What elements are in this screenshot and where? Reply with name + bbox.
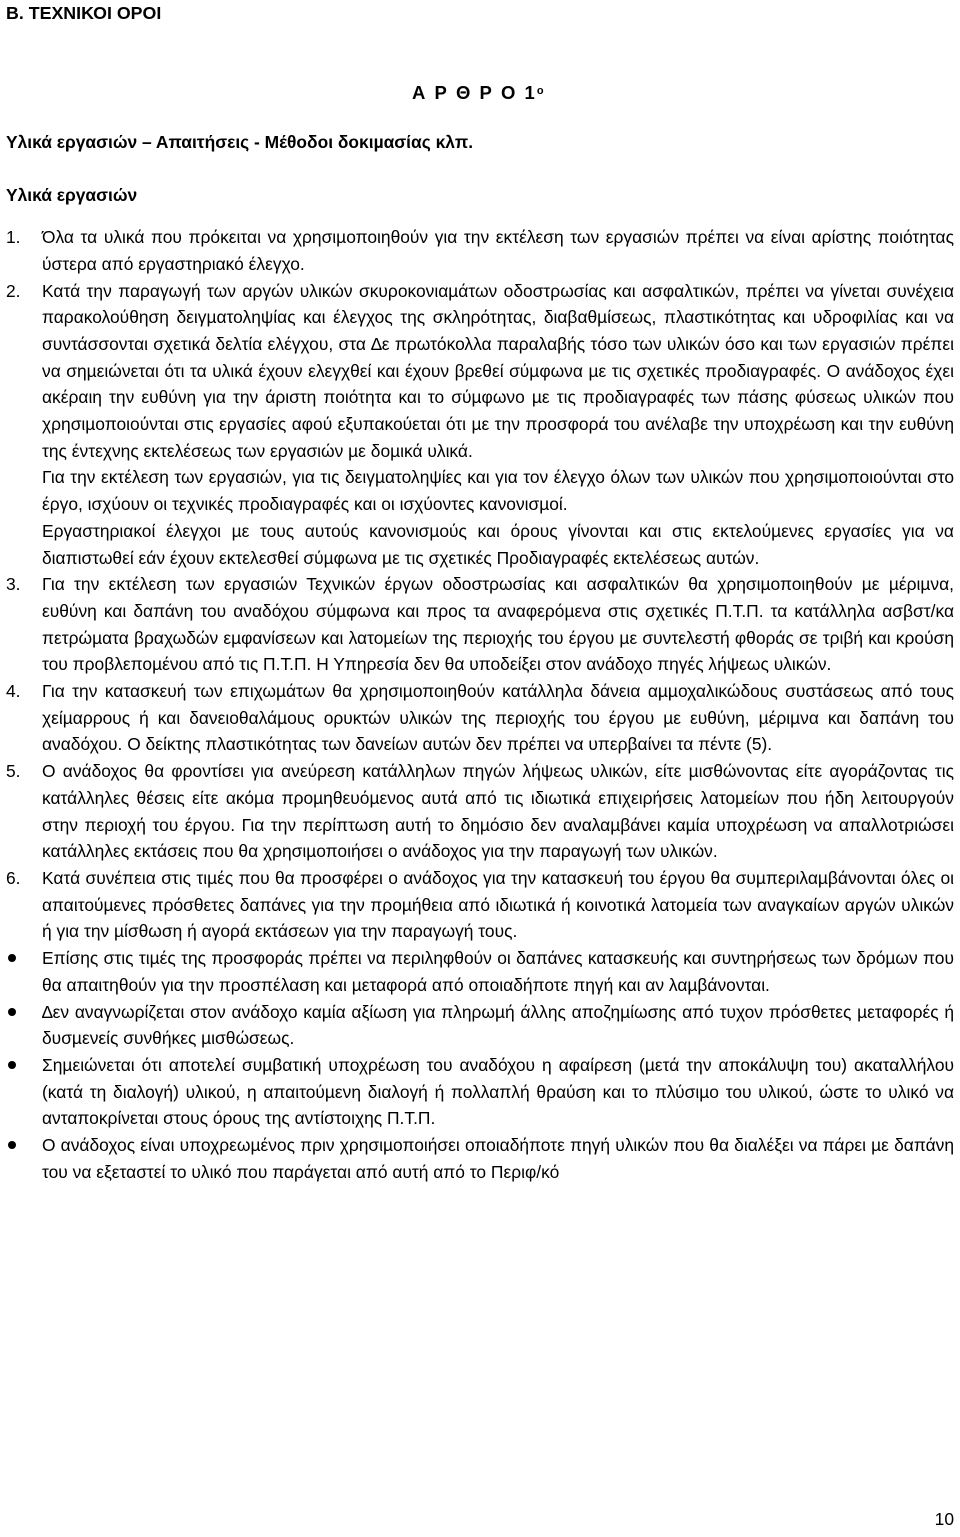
list-item-body	[42, 758, 954, 865]
list-item-body	[42, 678, 954, 758]
list-item-body	[42, 278, 954, 572]
list-item-body	[42, 224, 954, 277]
bullet-text: Σηµειώνεται ότι αποτελεί συµβατική υποχρέωση του αναδόχου η αφαίρεση (µετά την αποκάλυψη του) ακαταλλήλου (κατά τη διαλογή) υλικού, η απαιτούµενη διαλογή ή πολλαπλή θραύση και το πλύσιµο του υλικού, ώστε το υλικό να ανταποκρίνεται στους όρους της αντίστοιχης Π.Τ.Π.	[42, 1054, 954, 1129]
article-label: Α Ρ Θ Ρ Ο 1	[412, 82, 537, 103]
bullet-item	[6, 1132, 954, 1185]
paragraph: Για την εκτέλεση των εργασιών Τεχνικών έργων οδοστρωσίας και ασφαλτικών θα χρησιµοποιηθούν µε µέριµνα, ευθύνη και δαπάνη του αναδόχου σύµφωνα και προς τα αναφερόµενα στις σχετικές Π.Τ.Π. τα κατάλληλα ασβστ/κα πετρώµατα βραχωδών εµφανίσεων και λατοµείων της περιοχής του έργου µε συντελεστή φθοράς σε τριβή και κρούση του προβλεποµένου από τις Π.Τ.Π. Η Υπηρεσία δεν θα υποδείξει στον ανάδοχο πηγές λήψεως υλικών.	[42, 574, 954, 675]
list-item-number: 3.	[6, 574, 21, 595]
bullet-text: Ο ανάδοχος είναι υποχρεωµένος πριν χρησιµοποιήσει οποιαδήποτε πηγή υλικών που θα διαλέξει να πάρει µε δαπάνη του να εξεταστεί το υλικό που παράγεται από αυτή από το Περιφ/κό	[42, 1135, 954, 1182]
list-item	[6, 224, 954, 277]
bullet-item	[6, 945, 954, 998]
article-heading	[6, 80, 954, 107]
paragraph: Κατά συνέπεια στις τιµές που θα προσφέρει ο ανάδοχος για την κατασκευή του έργου θα συµπεριλαµβάνονται όλες οι απαιτούµενες πρόσθετες δαπάνες για την προµήθεια από ιδιωτικά ή κοινοτικά λατοµεία των αναγκαίων αργών υλικών ή για την µίσθωση ή αγορά εκτάσεων για την παραγωγή τους.	[42, 867, 954, 942]
materials-heading: Υλικά εργασιών	[6, 185, 138, 206]
paragraph: Ο ανάδοχος θα φροντίσει για ανεύρεση κατάλληλων πηγών λήψεως υλικών, είτε µισθώνοντας είτε αγοράζοντας τις κατάλληλες θέσεις είτε ακόµα προµηθευόµενος αυτά από τις ιδιωτικά επιχειρήσεις λατοµείων που ήδη λειτουργούν στην περιοχή του έργου. Για την περίπτωση αυτή το δηµόσιο δεν αναλαµβάνει καµία υποχρέωση να απαλλοτριώσει κατάλληλες εκτάσεις που θα χρησιµοποιήσει ο ανάδοχος για την παραγωγή των υλικών.	[42, 761, 954, 862]
list-item	[6, 678, 954, 758]
page-number: 10	[934, 1509, 954, 1529]
list-item-number: 5.	[6, 761, 21, 782]
bullet-icon	[6, 999, 42, 1052]
paragraph: Για την κατασκευή των επιχωµάτων θα χρησιµοποιηθούν κατάλληλα δάνεια αµµοχαλικώδους συστάσεως από τους χείµαρρους ή και δανειοθαλάµους ορυκτών υλικών της περιοχής του έργου µε ευθύνη, µέριµνα και δαπάνη του αναδόχου. Ο δείκτης πλαστικότητας των δανείων αυτών δεν πρέπει να υπερβαίνει τα πέντε (5).	[42, 681, 954, 755]
bullet-icon	[6, 1132, 42, 1185]
list-item	[6, 758, 954, 865]
bullet-icon	[6, 945, 42, 998]
numbered-list	[6, 224, 954, 1185]
paragraph: Εργαστηριακοί έλεγχοι µε τους αυτούς κανονισµούς και όρους γίνονται και στις εκτελούµενες εργασίες για να διαπιστωθεί εάν έχουν εκτελεσθεί σύµφωνα µε τις σχετικές Προδιαγραφές εκτελέσεως αυτών.	[42, 520, 954, 568]
list-item-number: 1.	[6, 227, 21, 248]
bullet-text: ∆εν αναγνωρίζεται στον ανάδοχο καµία αξίωση για πληρωµή άλλης αποζηµίωσης από τυχον πρόσθετες µεταφορές ή δυσµενείς συνθήκες µισθώσεως.	[42, 1001, 954, 1049]
paragraph: Για την εκτέλεση των εργασιών, για τις δειγµατοληψίες και για τον έλεγχο όλων των υλικών που χρησιµοποιούνται στο έργο, ισχύουν οι τεχνικές προδιαγραφές και οι ισχύοντες κανονισµοί.	[42, 467, 954, 515]
bullet-item	[6, 999, 954, 1052]
paragraph: Κατά την παραγωγή των αργών υλικών σκυροκονιαµάτων οδοστρωσίας και ασφαλτικών, πρέπει να γίνεται συνέχεια παρακολούθηση δειγµατοληψίας και έλεγχος της σκληρότητας, διαβαθµίσεως, πλαστικότητας και υδροφιλίας και να συντάσσονται σχετικά δελτία ελέγχου, στα ∆ε πρωτόκολλα παραλαβής τόσο των υλικών όσο και των εργασιών πρέπει να σηµειώνεται ότι τα υλικά έχουν ελεγχθεί και έχουν βρεθεί σύµφωνα µε τις σχετικές προδιαγραφές. Ο ανάδοχος έχει ακέραιη την ευθύνη για την άριστη ποιότητα και το σύµφωνο µε τις προδιαγραφές των πάσης φύσεως υλικών που χρησιµοποιούνται στις εργασίες αφού εξυπακούεται ότι µε την προσφορά του ανέλαβε την υποχρέωση και την ευθύνη της έντεχνης εκτελέσεως των εργασιών µε δοµικά υλικά.	[42, 280, 954, 461]
list-item	[6, 278, 954, 572]
document-page	[6, 0, 954, 1185]
list-item-number: 2.	[6, 280, 21, 301]
list-item-body	[42, 865, 954, 945]
list-item-body	[42, 571, 954, 678]
list-item	[6, 865, 954, 945]
paragraph: Όλα τα υλικά που πρόκειται να χρησιµοποιηθούν για την εκτέλεση των εργασιών πρέπει να είναι αρίστης ποιότητας ύστερα από εργαστηριακό έλεγχο.	[42, 227, 954, 274]
document-subtitle: Υλικά εργασιών – Απαιτήσεις - Μέθοδοι δοκιµασίας κλπ.	[6, 131, 474, 152]
bullet-text: Επίσης στις τιµές της προσφοράς πρέπει να περιληφθούν οι δαπάνες κατασκευής και συντηρήσεως των δρόµων που θα απαιτηθούν για την προσπέλαση και µεταφορά από οποιαδήποτε πηγή και αν λαµβάνονται.	[42, 948, 954, 995]
section-title: Β. ΤΕΧΝΙΚΟΙ ΟΡΟΙ	[6, 3, 162, 23]
list-item	[6, 571, 954, 678]
list-item-number: 4.	[6, 681, 21, 702]
article-superscript: ο	[536, 85, 544, 97]
bullet-item	[6, 1052, 954, 1132]
bullet-icon	[6, 1052, 42, 1132]
list-item-number: 6.	[6, 867, 21, 888]
